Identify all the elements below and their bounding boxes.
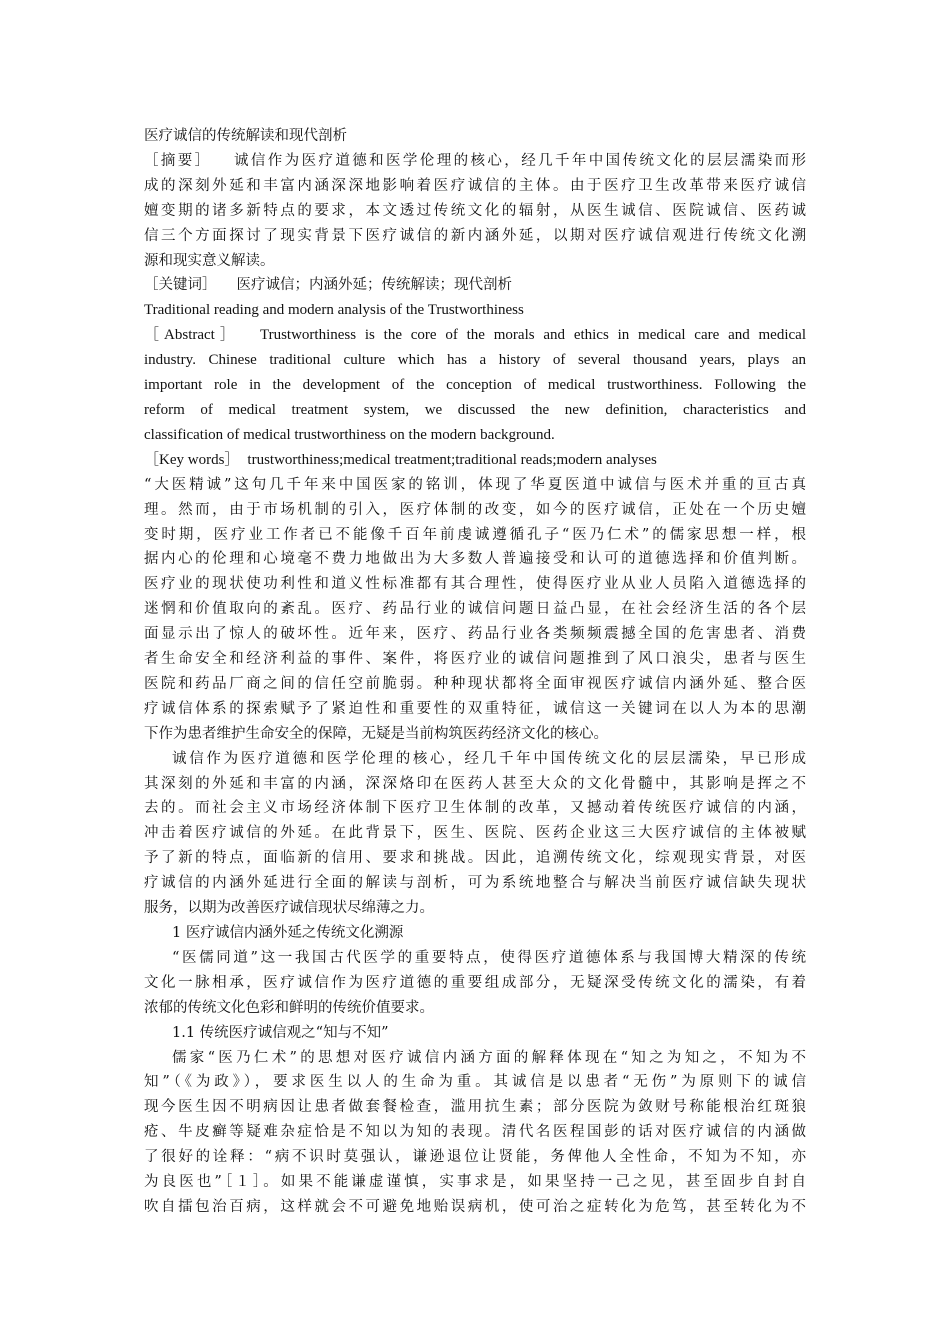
intro-para1-line: 据内心的伦理和心境毫不费力地做出为大多数人普遍接受和认可的道德选择和价值判断。 [144, 551, 806, 568]
section-1-1-para-line: 疮、牛皮癣等疑难杂症恰是不知以为知的表现。清代名医程国彭的话对医疗诚信的内涵做 [144, 1124, 806, 1141]
abstract-en-line: reform of medical treatment system, we discussed the new definition, characteristics and [144, 401, 806, 418]
intro-para2-line: 予了新的特点，面临新的信用、要求和挑战。因此，追溯传统文化，综观现实背景，对医 [144, 850, 806, 867]
section-1-1-para-line: 了很好的诠释：“病不识时莫强认，谦逊退位让贤能，务俾他人全性命，不知为不知，亦 [144, 1149, 806, 1166]
section-1-heading: 1 医疗诚信内涵外延之传统文化溯源 [172, 925, 404, 941]
section-1-1-para-line: 吹自擂包治百病，这样就会不可避免地贻误病机，使可治之症转化为危笃，甚至转化为不 [144, 1198, 806, 1215]
keywords-en [144, 448, 806, 473]
keywords-en-text: trustworthiness;medical treatment;traditional reads;modern analyses [247, 451, 657, 468]
intro-para1-line: “大医精诚”这句几千年来中国医家的铭训，体现了华夏医道中诚信与医术并重的亘古真 [144, 476, 806, 493]
abstract-cn-line: 成的深刻外延和丰富内涵深深地影响着医疗诚信的主体。由于医疗卫生改革带来医疗诚信 [144, 177, 806, 194]
intro-para1-line: 者生命安全和经济利益的事件、案件，将医疗业的诚信问题推到了风口浪尖，患者与医生 [144, 651, 806, 668]
intro-para1-line: 下作为患者维护生命安全的保障，无疑是当前构筑医药经济文化的核心。 [144, 725, 608, 742]
intro-para1-line: 迷惘和价值取向的紊乱。医疗、药品行业的诚信问题日益凸显，在社会经济生活的各个层 [144, 601, 806, 618]
abstract-en-line: classification of medical trustworthiness on the modern background. [144, 426, 555, 443]
section-1-1-para-line: 现今医生因不明病因让患者做套餐检查，滥用抗生素；部分医院为敛财号称能根治红斑狼 [144, 1099, 806, 1116]
section-1-para-line: “医儒同道”这一我国古代医学的重要特点，使得医疗道德体系与我国博大精深的传统 [172, 949, 806, 966]
abstract-cn-label: ［摘要］ [144, 152, 212, 169]
intro-para2-line: 其深刻的外延和丰富的内涵，深深烙印在医药人甚至大众的文化骨髓中，其影响是挥之不 [144, 775, 806, 792]
abstract-cn-line: 嬗变期的诸多新特点的要求，本文透过传统文化的辐射，从医生诚信、医院诚信、医药诚 [144, 202, 806, 219]
section-1-para-line: 文化一脉相承，医疗诚信作为医疗道德的重要组成部分，无疑深受传统文化的濡染，有着 [144, 974, 806, 991]
section-1-para-line: 浓郁的传统文化色彩和鲜明的传统价值要求。 [144, 999, 434, 1016]
keywords-cn-text: 医疗诚信；内涵外延；传统解读；现代剖析 [236, 277, 512, 294]
intro-para1-line: 医疗业的现状使功利性和道义性标准都有其合理性，使得医疗业从业人员陷入道德选择的 [144, 576, 806, 593]
abstract-en-line [144, 323, 806, 348]
abstract-cn-text: 诚信作为医疗道德和医学伦理的核心，经几千年中国传统文化的层层濡染而形 [231, 152, 806, 169]
section-1-1-para-line: 知”（《为政》），要求医生以人的生命为重。其诚信是以患者“无伤”为原则下的诚信 [144, 1074, 806, 1091]
keywords-en-label: ［Key words］ [144, 451, 240, 468]
abstract-en-line: important role in the development of the conception of medical trustworthiness. Following the [144, 377, 806, 394]
keywords-cn [144, 273, 806, 298]
abstract-en-line: industry. Chinese traditional culture which has a history of several thousand years, plays an [144, 352, 806, 369]
intro-para1-line: 理。然而，由于市场机制的引入，医疗体制的改变，如今的医疗诚信，正处在一个历史嬗 [144, 501, 806, 518]
intro-para1-line: 面显示出了惊人的破坏性。近年来，医疗、药品行业各类频频震撼全国的危害患者、消费 [144, 626, 806, 643]
keywords-cn-label: ［关键词］ [144, 277, 217, 294]
intro-para1-line: 医院和药品厂商之间的信任空前脆弱。种种现状都将全面审视医疗诚信内涵外延、整合医 [144, 675, 806, 692]
intro-para2-line: 冲击着医疗诚信的外延。在此背景下，医生、医院、医药企业这三大医疗诚信的主体被赋 [144, 825, 806, 842]
intro-para2-line: 服务，以期为改善医疗诚信现状尽绵薄之力。 [144, 900, 434, 917]
abstract-cn-line [144, 149, 806, 174]
intro-para2-line: 诚信作为医疗道德和医学伦理的核心，经几千年中国传统文化的层层濡染，早已形成 [172, 750, 806, 767]
section-1-1-para-line: 儒家“医乃仁术”的思想对医疗诚信内涵方面的解释体现在“知之为知之，不知为不 [172, 1049, 806, 1066]
abstract-cn-line: 信三个方面探讨了现实背景下医疗诚信的新内涵外延，以期对医疗诚信观进行传统文化溯 [144, 227, 806, 244]
section-1-1-para-line: 为良医也”［１］。如果不能谦虚谨慎，实事求是，如果坚持一己之见，甚至固步自封自 [144, 1174, 806, 1191]
abstract-en-label: ［Abstract］ [144, 327, 240, 344]
intro-para2-line: 去的。而社会主义市场经济体制下医疗卫生体制的改革，又撼动着传统医疗诚信的内涵， [144, 800, 806, 817]
section-1-1-heading: 1.1 传统医疗诚信观之“知与不知” [172, 1024, 389, 1041]
intro-para2-line: 疗诚信的内涵外延进行全面的解读与剖析，可为系统地整合与解决当前医疗诚信缺失现状 [144, 875, 806, 892]
abstract-en-text: Trustworthiness is the core of the morals and ethics in medical care and medical [259, 327, 806, 344]
intro-para1-line: 变时期，医疗业工作者已不能像千百年前虔诚遵循孔子“医乃仁术”的儒家思想一样，根 [144, 526, 806, 543]
title-en: Traditional reading and modern analysis of the Trustworthiness [144, 302, 524, 319]
intro-para1-line: 疗诚信体系的探索赋予了紧迫性和重要性的双重特征，诚信这一关键词在以人为本的思潮 [144, 700, 806, 717]
document-page [144, 124, 806, 1220]
paper-title: 医疗诚信的传统解读和现代剖析 [144, 128, 347, 144]
abstract-cn-line: 源和现实意义解读。 [144, 252, 275, 269]
